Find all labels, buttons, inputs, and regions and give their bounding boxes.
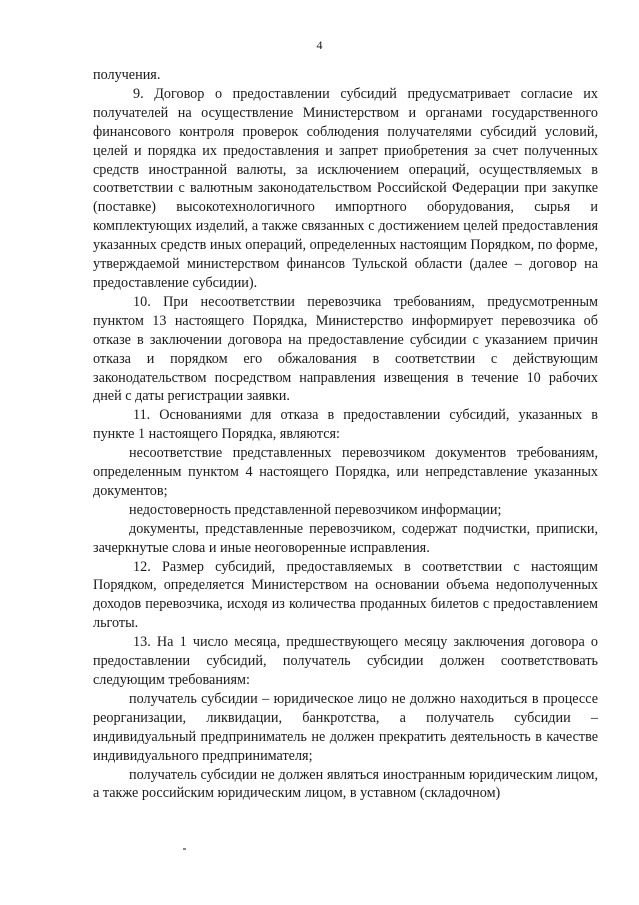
- document-body: [93, 66, 598, 803]
- paragraph-clause-12: 12. Размер субсидий, предоставляемых в соответствии с настоящим Порядком, определяется Министерством на основании объема недополученных доходов перевозчика, исходя из количества проданных билетов с предоставлением льготы.: [93, 558, 598, 632]
- paragraph-clause-13-item-1: получатель субсидии – юридическое лицо не должно находиться в процессе реорганизации, ликвидации, банкротства, а получатель субсидии – индивидуальный предприниматель не должен прекратить деятельность в качестве индивидуального предпринимателя;: [93, 690, 598, 764]
- scan-artifact-dot: [183, 848, 186, 850]
- page-number: 4: [316, 38, 323, 52]
- paragraph-clause-10: 10. При несоответствии перевозчика требованиям, предусмотренным пунктом 13 настоящего Порядка, Министерство информирует перевозчика об отказе в заключении договора на предоставление субсидии с указанием причин отказа и порядком его обжалования в соответствии с действующим законодательством посредством направления извещения в течение 10 рабочих дней с даты регистрации заявки.: [93, 293, 598, 405]
- paragraph-clause-11-item-1: несоответствие представленных перевозчиком документов требованиям, определенным пунктом 4 настоящего Порядка, или непредставление указанных документов;: [93, 445, 598, 499]
- paragraph-clause-11: 11. Основаниями для отказа в предоставлении субсидий, указанных в пункте 1 настоящего Порядка, являются:: [93, 407, 598, 443]
- paragraph-clause-11-item-3: документы, представленные перевозчиком, содержат подчистки, приписки, зачеркнутые слова и иные неоговоренные исправления.: [93, 520, 598, 556]
- paragraph-clause-9: 9. Договор о предоставлении субсидий предусматривает согласие их получателей на осуществление Министерством и органами государственного финансового контроля проверок соблюдения получателями субсидий условий, целей и порядка их предоставления и запрет приобретения за счет полученных средств иностранной валюты, за исключением операций, осуществляемых в соответствии с валютным законодательством Российской Федерации при закупке (поставке) высокотехнологичного импортного оборудования, сырья и комплектующих изделий, а также связанных с достижением целей предоставления указанных средств иных операций, определенных настоящим Порядком, по форме, утверждаемой министерством финансов Тульской области (далее – договор на предоставление субсидии).: [93, 85, 598, 291]
- paragraph-clause-11-item-2: недостоверность представленной перевозчиком информации;: [129, 501, 502, 518]
- paragraph-clause-13: 13. На 1 число месяца, предшествующего месяцу заключения договора о предоставлении субсидий, получатель субсидии должен соответствовать следующим требованиям:: [93, 634, 598, 688]
- paragraph-continuation: получения.: [93, 67, 161, 83]
- paragraph-clause-13-item-2: получатель субсидии не должен являться иностранным юридическим лицом, а также российским юридическим лицом, в уставном (складочном): [93, 766, 598, 802]
